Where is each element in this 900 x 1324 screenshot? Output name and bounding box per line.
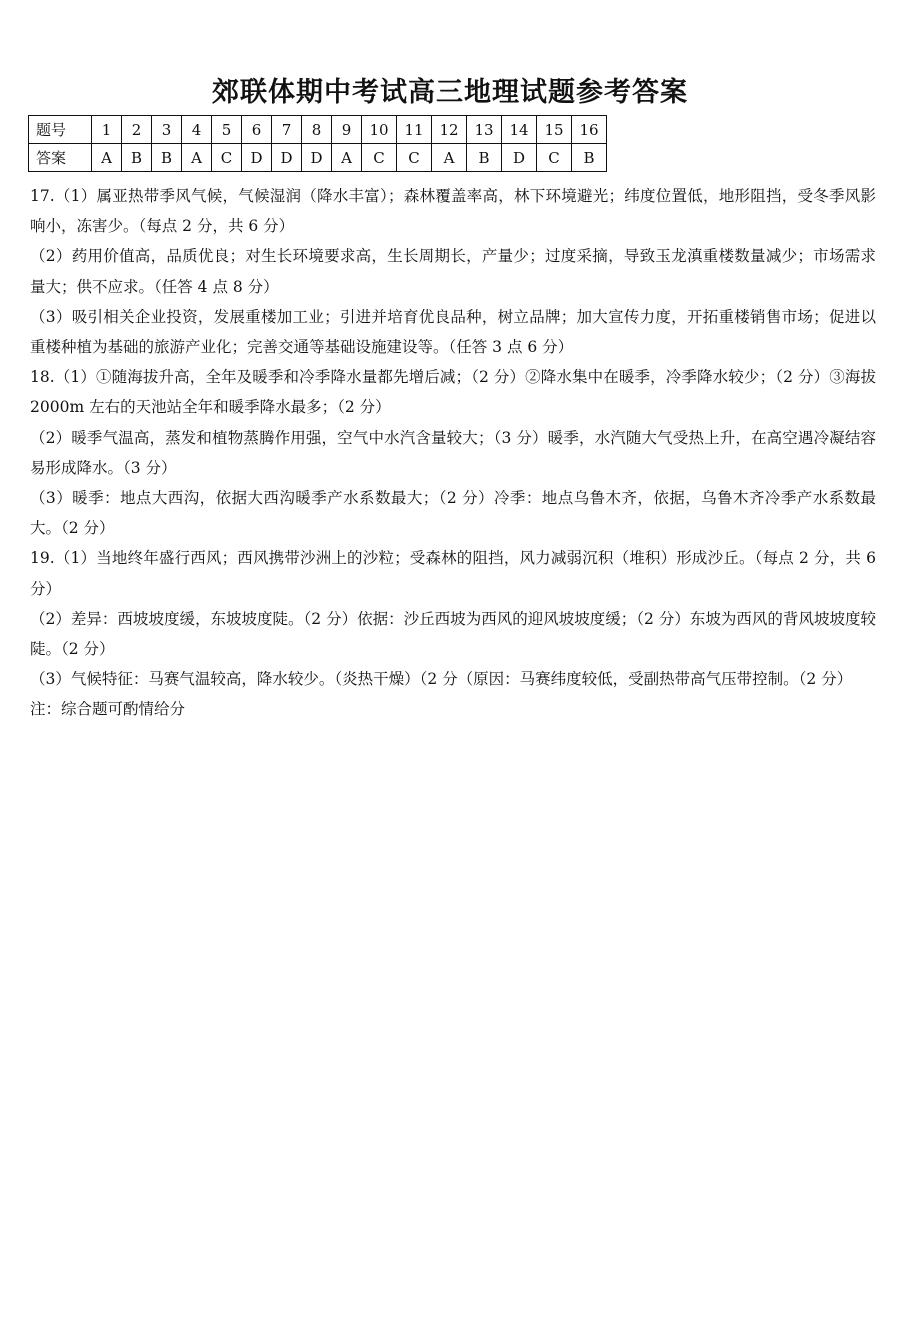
paragraph-q17-part3: （3）吸引相关企业投资，发展重楼加工业；引进并培育优良品种，树立品牌；加大宣传力度，开拓重楼销售市场；促进以重楼种植为基础的旅游产业化；完善交通等基础设施建设等。（任答 3 点 6 分） [30,307,876,357]
answer-cell: A [332,144,362,172]
question-number-cell: 6 [242,116,272,144]
paragraph-q18-part3: （3）暖季：地点大西沟，依据大西沟暖季产水系数最大；（2 分）冷季：地点乌鲁木齐，依据，乌鲁木齐冷季产水系数最大。（2 分） [30,489,876,538]
answer-table [28,115,607,172]
answer-cell: A [92,144,122,172]
paragraph-q17-part1: 17.（1）属亚热带季风气候，气候湿润（降水丰富）；森林覆盖率高，林下环境避光；纬度位置低，地形阻挡，受冬季风影响小，冻害少。（每点 2 分，共 6 分） [30,187,876,236]
question-number-cell: 5 [212,116,242,144]
answer-cell: D [242,144,272,172]
answer-cell: C [212,144,242,172]
question-number-cell: 11 [397,116,432,144]
answer-row [29,144,607,172]
answer-cell: D [272,144,302,172]
answer-cell: C [362,144,397,172]
grading-note: 注：综合题可酌情给分 [30,700,186,719]
answer-cell: A [432,144,467,172]
answer-cell: B [467,144,502,172]
answer-cell: B [122,144,152,172]
question-number-cell: 10 [362,116,397,144]
question-number-cell: 14 [502,116,537,144]
question-number-cell: 15 [537,116,572,144]
paragraph-q18-part1: 18.（1）①随海拔升高，全年及暖季和冷季降水量都先增后减；（2 分）②降水集中在暖季，冷季降水较少；（2 分）③海拔 2000m 左右的天池站全年和暖季降水最多；（2 分） [30,368,876,417]
answer-explanations [30,181,876,725]
answer-cell: D [302,144,332,172]
question-number-cell: 13 [467,116,502,144]
answer-cell: C [397,144,432,172]
paragraph-q19-part3: （3）气候特征：马赛气温较高，降水较少。（炎热干燥）（2 分（原因：马赛纬度较低，受副热带高气压带控制。（2 分） [30,670,853,689]
question-number-cell: 1 [92,116,122,144]
paragraph-q18-part2: （2）暖季气温高，蒸发和植物蒸腾作用强，空气中水汽含量较大；（3 分）暖季，水汽随大气受热上升，在高空遇冷凝结容易形成降水。（3 分） [30,428,876,477]
row-label-question: 题号 [29,116,92,144]
answer-cell: B [152,144,182,172]
page-title: 郊联体期中考试高三地理试题参考答案 [212,77,688,108]
question-number-cell: 4 [182,116,212,144]
question-number-cell: 8 [302,116,332,144]
paragraph-q17-part2: （2）药用价值高，品质优良；对生长环境要求高，生长周期长，产量少；过度采摘，导致玉龙滇重楼数量减少；市场需求量大；供不应求。（任答 4 点 8 分） [30,247,876,296]
paragraph-q19-part2: （2）差异：西坡坡度缓，东坡坡度陡。（2 分）依据：沙丘西坡为西风的迎风坡坡度缓；（2 分）东坡为西风的背风坡坡度较陡。（2 分） [30,609,876,659]
question-number-cell: 9 [332,116,362,144]
paragraph-q19-part1: 19.（1）当地终年盛行西风；西风携带沙洲上的沙粒；受森林的阻挡，风力减弱沉积（堆积）形成沙丘。（每点 2 分，共 6 分） [30,549,876,598]
question-number-cell: 2 [122,116,152,144]
question-number-cell: 3 [152,116,182,144]
answer-cell: B [572,144,607,172]
answer-cell: D [502,144,537,172]
question-number-cell: 7 [272,116,302,144]
answer-cell: A [182,144,212,172]
question-number-cell: 12 [432,116,467,144]
row-label-answer: 答案 [29,144,92,172]
answer-cell: C [537,144,572,172]
question-number-cell: 16 [572,116,607,144]
question-number-row [29,116,607,144]
